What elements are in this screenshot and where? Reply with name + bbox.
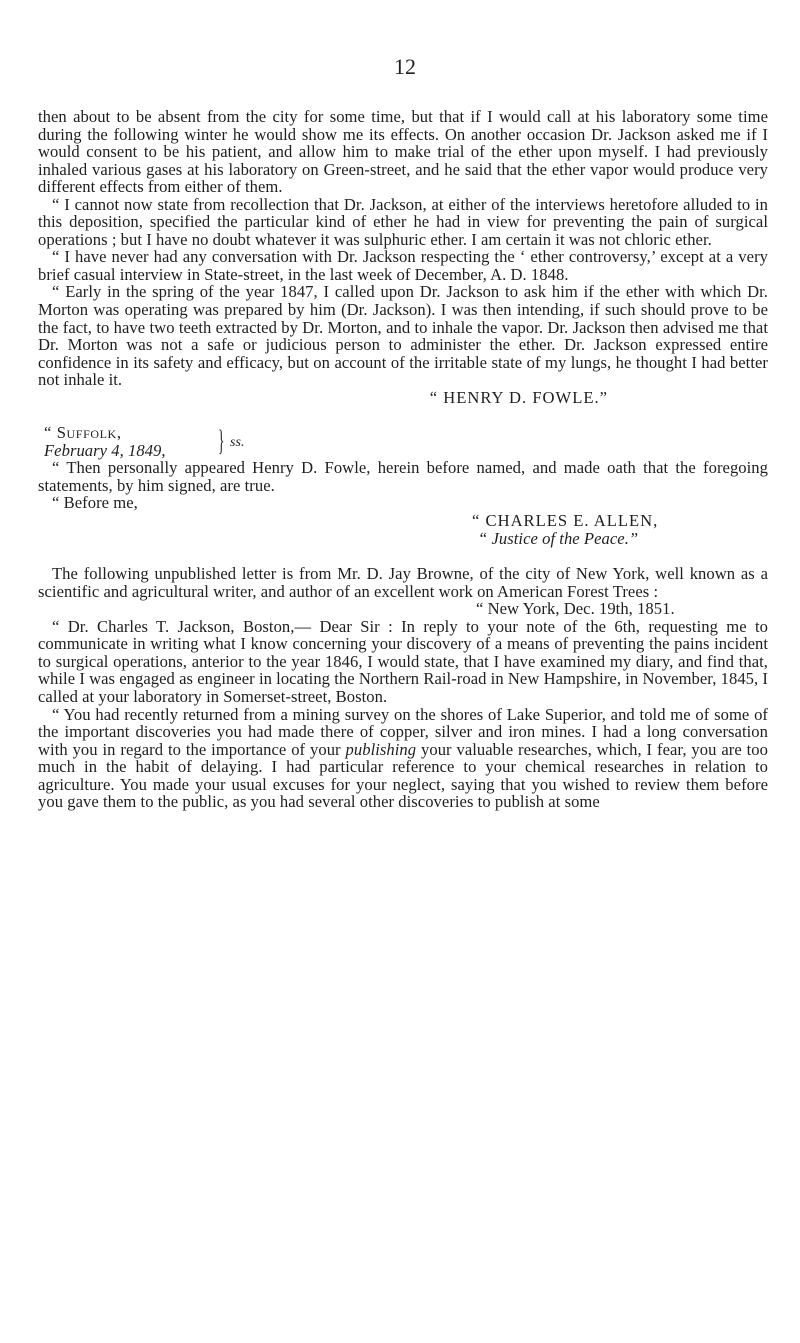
intro-paragraph: The following unpublished letter is from Mr. D. Jay Browne, of the city of New York, well known as a scientific and agricultural writer, and author of an excellent work on American Forest Trees : bbox=[38, 564, 768, 601]
letter-paragraph-2 bbox=[38, 706, 768, 811]
letter-p2-emphasis: publishing bbox=[345, 739, 417, 759]
venue-abbrev: ss. bbox=[230, 435, 245, 451]
page-number: 12 bbox=[393, 54, 417, 79]
affidavit-text: “ Then personally appeared Henry D. Fowle, herein before named, and made oath that the foregoing statements, by him signed, are true. bbox=[38, 458, 768, 495]
venue-date bbox=[38, 442, 768, 460]
paragraph-3: “ I have never had any conversation with Dr. Jackson respecting the ‘ ether controversy,’ except at a very brief casual interview in State-street, in the last week of December, A. D. 1848. bbox=[38, 247, 768, 284]
venue-county: “ Suffolk, bbox=[44, 423, 122, 443]
venue-block bbox=[38, 424, 768, 459]
letter-paragraph-1: “ Dr. Charles T. Jackson, Boston,— Dear Sir : In reply to your note of the 6th, requesting me to communicate in writing what I know concerning your discovery of a means of preventing the pains incident to surgical operations, anterior to the year 1846, I would state, that I have examined my diary, and find that, while I was engaged as engineer in locating the Northern Rail-road in New Hampshire, in November, 1845, I called at your laboratory in Somerset-street, Boston. bbox=[38, 616, 768, 706]
brace-glyph: } bbox=[218, 424, 225, 458]
signature-fowle: “ HENRY D. FOWLE.” bbox=[429, 387, 608, 407]
letter-p2-after: your valuable researches, which, I fear, you are too much in the habit of delaying. I had particular reference to your chemical researches in relation to agriculture. You made your usual excuses for your neglect, saying that you wished to review them before you gave them to the public, as you had several other discoveries to publish at some bbox=[38, 739, 768, 812]
signature-title: “ Justice of the Peace.” bbox=[478, 528, 639, 548]
signature-allen: “ CHARLES E. ALLEN, bbox=[472, 511, 659, 531]
document-page bbox=[38, 56, 768, 811]
paragraph-1: then about to be absent from the city for some time, but that if I would call at his laboratory some time during the following winter he would show me its effects. On another occasion Dr. Jackson asked me if I would consent to be his patient, and allow him to make trial of the ether upon myself. I had previously inhaled various gases at his laboratory on Green-street, and he said that the ether vapor would produce very different effects from either of them. bbox=[38, 107, 768, 197]
venue-date-text: February 4, 1849, bbox=[44, 440, 166, 460]
letter-dateline: “ New York, Dec. 19th, 1851. bbox=[476, 599, 675, 619]
letter-p2-before: “ You had recently returned from a mining survey on the shores of Lake Superior, and told me of some of the important discoveries you had made there of copper, silver and iron mines. I had a long conversation with you in regard to the importance of your bbox=[38, 704, 768, 759]
before-me: “ Before me, bbox=[52, 493, 138, 513]
paragraph-4: “ Early in the spring of the year 1847, I called upon Dr. Jackson to ask him if the ether with which Dr. Morton was operating was prepared by him (Dr. Jackson). I was then intending, if such should prove to be the fact, to have two teeth extracted by Dr. Morton, and to inhale the vapor. Dr. Jackson then advised me that Dr. Morton was not a safe or judicious person to administer the ether. Dr. Jackson expressed entire confidence in its safety and efficacy, but on account of the irritable state of my lungs, he thought I had better not inhale it. bbox=[38, 282, 768, 390]
paragraph-2: “ I cannot now state from recollection that Dr. Jackson, at either of the interviews heretofore alluded to in this deposition, specified the particular kind of ether he had in view for preventing the pain of surgical operations ; but I have no doubt whatever it was sulphuric ether. I am certain it was not chloric ether. bbox=[38, 194, 768, 249]
